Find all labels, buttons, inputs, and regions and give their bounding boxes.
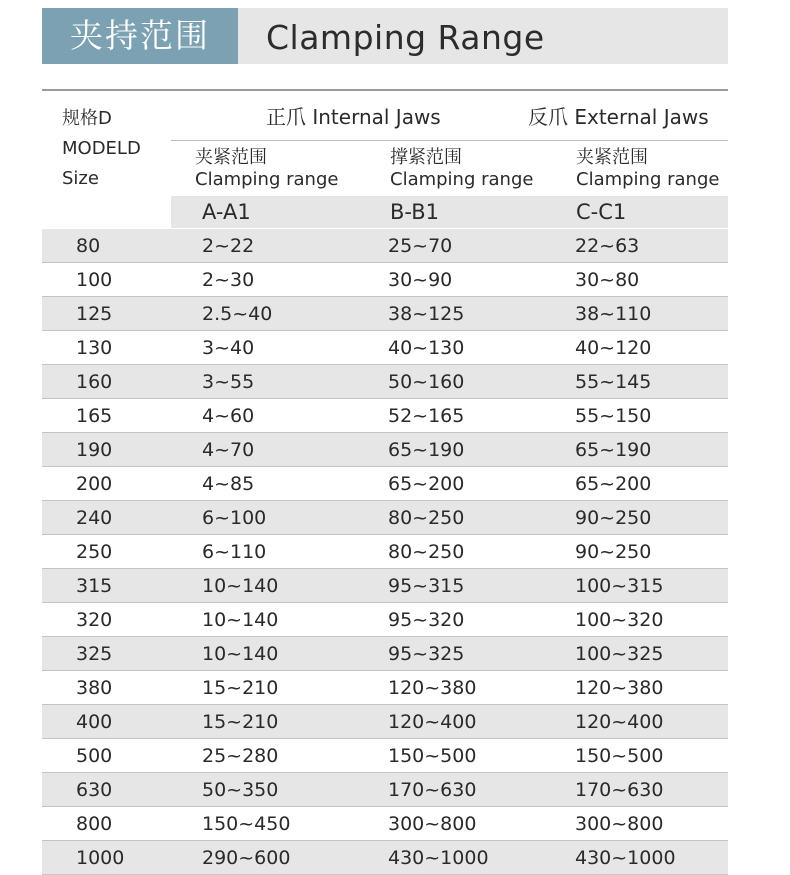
table-row: [42, 535, 728, 569]
table-row: [42, 467, 728, 501]
a-a1-cell: 6~100: [202, 507, 267, 529]
size-cell: 80: [76, 235, 101, 257]
external-jaws-label: 反爪 External Jaws: [528, 105, 709, 129]
c-c1-cell: 30~80: [575, 269, 640, 291]
c-c1-cell: 40~120: [575, 337, 652, 359]
size-cell: 125: [76, 303, 113, 325]
a-a1-cell: 10~140: [202, 643, 279, 665]
size-cell: 630: [76, 779, 113, 801]
a-a1-cell: 4~60: [202, 405, 255, 427]
a-a1-cell: 3~40: [202, 337, 255, 359]
header-group-rule: [171, 140, 728, 141]
a-a1-cell: 10~140: [202, 609, 279, 631]
table-row: [42, 773, 728, 807]
c-c1-cell: 300~800: [575, 813, 664, 835]
a-a1-cell: 10~140: [202, 575, 279, 597]
b-b1-cell: 25~70: [388, 235, 453, 257]
a-a1-cell: 4~85: [202, 473, 255, 495]
a-a1-cell: 3~55: [202, 371, 255, 393]
size-cell: 250: [76, 541, 113, 563]
b-b1-cell: 95~325: [388, 643, 465, 665]
size-cell: 1000: [76, 847, 125, 869]
size-cell: 315: [76, 575, 113, 597]
table-row: [42, 637, 728, 671]
a-a1-cell: 2.5~40: [202, 303, 273, 325]
col2-cn-label: 撑紧范围: [390, 147, 462, 168]
col1-code: A-A1: [202, 200, 251, 224]
title-chinese: 夹持范围: [42, 8, 238, 64]
c-c1-cell: 22~63: [575, 235, 640, 257]
col3-cn-label: 夹紧范围: [576, 147, 648, 168]
c-c1-cell: 150~500: [575, 745, 664, 767]
a-a1-cell: 150~450: [202, 813, 291, 835]
size-label: [62, 104, 141, 194]
col2-en-label: Clamping range: [390, 169, 534, 190]
c-c1-cell: 90~250: [575, 507, 652, 529]
table-row: [42, 263, 728, 297]
col1-cn-label: 夹紧范围: [195, 147, 267, 168]
size-cell: 165: [76, 405, 113, 427]
c-c1-cell: 120~400: [575, 711, 664, 733]
col2-code: B-B1: [390, 200, 440, 224]
table-row: [42, 297, 728, 331]
b-b1-cell: 52~165: [388, 405, 465, 427]
table-row: [42, 603, 728, 637]
col3-code: C-C1: [576, 200, 627, 224]
c-c1-cell: 100~325: [575, 643, 664, 665]
size-cell: 240: [76, 507, 113, 529]
b-b1-cell: 300~800: [388, 813, 477, 835]
table-row: [42, 365, 728, 399]
table-row: [42, 671, 728, 705]
code-band: [171, 196, 728, 228]
table-row: [42, 433, 728, 467]
c-c1-cell: 65~190: [575, 439, 652, 461]
table-row: [42, 841, 728, 875]
c-c1-cell: 430~1000: [575, 847, 676, 869]
size-cell: 380: [76, 677, 113, 699]
size-label-cn: 规格D: [62, 108, 112, 129]
size-label-model: MODELD: [62, 138, 141, 159]
b-b1-cell: 38~125: [388, 303, 465, 325]
size-cell: 800: [76, 813, 113, 835]
table-row: [42, 569, 728, 603]
b-b1-cell: 80~250: [388, 541, 465, 563]
b-b1-cell: 30~90: [388, 269, 453, 291]
a-a1-cell: 15~210: [202, 677, 279, 699]
c-c1-cell: 90~250: [575, 541, 652, 563]
size-cell: 130: [76, 337, 113, 359]
c-c1-cell: 55~145: [575, 371, 652, 393]
c-c1-cell: 100~320: [575, 609, 664, 631]
table-row: [42, 331, 728, 365]
b-b1-cell: 150~500: [388, 745, 477, 767]
table-row: [42, 807, 728, 841]
b-b1-cell: 95~315: [388, 575, 465, 597]
a-a1-cell: 25~280: [202, 745, 279, 767]
c-c1-cell: 170~630: [575, 779, 664, 801]
size-cell: 200: [76, 473, 113, 495]
size-cell: 500: [76, 745, 113, 767]
size-cell: 325: [76, 643, 113, 665]
c-c1-cell: 38~110: [575, 303, 652, 325]
a-a1-cell: 15~210: [202, 711, 279, 733]
internal-jaws-label: 正爪 Internal Jaws: [266, 105, 441, 129]
b-b1-cell: 170~630: [388, 779, 477, 801]
b-b1-cell: 65~200: [388, 473, 465, 495]
b-b1-cell: 40~130: [388, 337, 465, 359]
table-row: [42, 739, 728, 773]
size-cell: 160: [76, 371, 113, 393]
c-c1-cell: 55~150: [575, 405, 652, 427]
b-b1-cell: 50~160: [388, 371, 465, 393]
a-a1-cell: 290~600: [202, 847, 291, 869]
c-c1-cell: 65~200: [575, 473, 652, 495]
b-b1-cell: 120~380: [388, 677, 477, 699]
col3-en-label: Clamping range: [576, 169, 720, 190]
table-row: [42, 705, 728, 739]
size-cell: 400: [76, 711, 113, 733]
title-english: Clamping Range: [266, 18, 545, 57]
size-cell: 320: [76, 609, 113, 631]
size-label-size: Size: [62, 168, 99, 189]
a-a1-cell: 50~350: [202, 779, 279, 801]
c-c1-cell: 100~315: [575, 575, 664, 597]
a-a1-cell: 2~22: [202, 235, 255, 257]
c-c1-cell: 120~380: [575, 677, 664, 699]
table-row: [42, 229, 728, 263]
header-top-rule: [42, 89, 728, 91]
b-b1-cell: 430~1000: [388, 847, 489, 869]
b-b1-cell: 65~190: [388, 439, 465, 461]
size-cell: 100: [76, 269, 113, 291]
b-b1-cell: 120~400: [388, 711, 477, 733]
a-a1-cell: 6~110: [202, 541, 267, 563]
a-a1-cell: 2~30: [202, 269, 255, 291]
title-bar: [42, 8, 728, 64]
table-row: [42, 399, 728, 433]
b-b1-cell: 95~320: [388, 609, 465, 631]
col1-en-label: Clamping range: [195, 169, 339, 190]
size-cell: 190: [76, 439, 113, 461]
b-b1-cell: 80~250: [388, 507, 465, 529]
table-row: [42, 501, 728, 535]
a-a1-cell: 4~70: [202, 439, 255, 461]
